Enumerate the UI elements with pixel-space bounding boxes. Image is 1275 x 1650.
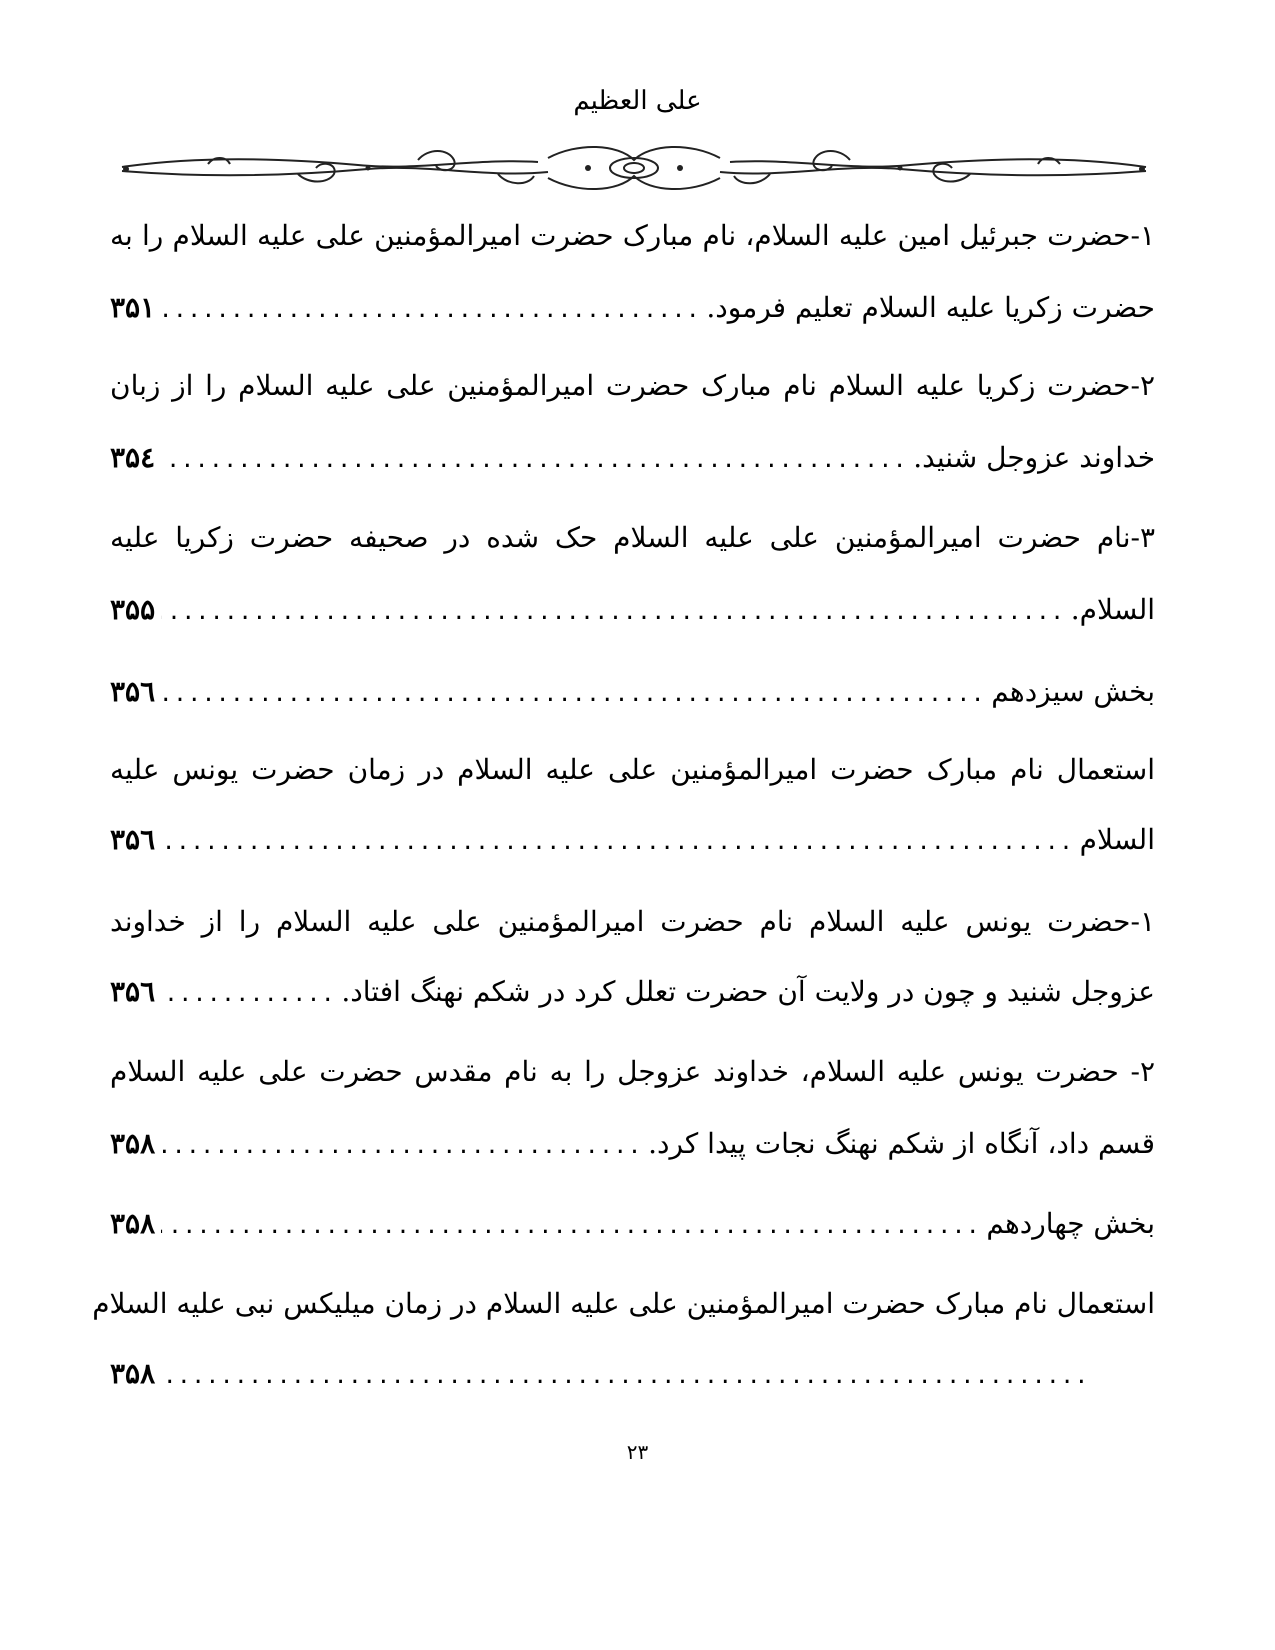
toc-section-heading[interactable]: [110, 672, 1155, 712]
dot-leader: [161, 975, 335, 1015]
toc-page-number: ۳۵۵: [110, 593, 156, 626]
toc-entry-text: عزوجل شنید و چون در ولایت آن حضرت تعلل کرد در شکم نهنگ افتاد.: [341, 975, 1155, 1008]
toc-page-number: ۳۵۱: [110, 291, 156, 324]
toc-entry[interactable]: [110, 820, 1155, 860]
toc-page-number: ۳۵٦: [110, 975, 156, 1008]
toc-entry[interactable]: [110, 1124, 1155, 1164]
toc-entry-line: استعمال نام مبارک حضرت امیرالمؤمنین علی علیه السلام در زمان حضرت یونس علیه: [110, 753, 1155, 786]
dot-leader: [161, 1207, 980, 1247]
toc-entry[interactable]: [110, 590, 1155, 630]
toc-entry-line: ۲- حضرت یونس علیه السلام، خداوند عزوجل را به نام مقدس حضرت علی علیه السلام: [110, 1055, 1155, 1088]
dot-leader: [161, 1357, 1089, 1397]
dot-leader: [161, 823, 1074, 863]
dot-leader: [161, 593, 1065, 633]
toc-entry-line: ۳-نام حضرت امیرالمؤمنین علی علیه السلام حک شده در صحیفه حضرت زکریا علیه: [110, 521, 1155, 554]
toc-entry-text: بخش سیزدهم: [991, 675, 1155, 708]
toc-entry-text: السلام: [1079, 823, 1155, 856]
decorative-scroll-divider-icon: [118, 138, 1150, 196]
toc-entry-text: قسم داد، آنگاه از شکم نهنگ نجات پیدا کرد.: [648, 1127, 1155, 1160]
toc-entry[interactable]: [110, 972, 1155, 1012]
toc-entry[interactable]: [110, 438, 1155, 478]
toc-page-number: ۳۵٤: [110, 441, 156, 474]
dot-leader: [161, 441, 907, 481]
toc-entry[interactable]: [110, 288, 1155, 328]
toc-page-number: ۳۵۸: [110, 1127, 156, 1160]
page-number: ۲۳: [626, 1440, 649, 1464]
running-header-title: علی العظیم: [573, 86, 702, 116]
toc-entry-text: بخش چهاردهم: [986, 1207, 1155, 1240]
toc-entry-line: ۱-حضرت جبرئیل امین علیه السلام، نام مبارک حضرت امیرالمؤمنین علی علیه السلام را به: [110, 219, 1155, 252]
toc-entry-line: ۲-حضرت زکریا علیه السلام نام مبارک حضرت امیرالمؤمنین علی علیه السلام را از زبان: [110, 369, 1155, 402]
toc-entry-line: استعمال نام مبارک حضرت امیرالمؤمنین علی علیه السلام در زمان میلیکس نبی علیه السلام: [92, 1287, 1155, 1320]
toc-entry[interactable]: [110, 1354, 1155, 1394]
dot-leader: [161, 291, 700, 331]
toc-entry-text: حضرت زکریا علیه السلام تعلیم فرمود.: [706, 291, 1155, 324]
toc-page-number: ۳۵٦: [110, 675, 156, 708]
toc-entry-line: ۱-حضرت یونس علیه السلام نام حضرت امیرالمؤمنین علی علیه السلام را از خداوند: [110, 905, 1155, 938]
toc-page-number: ۳۵۸: [110, 1357, 156, 1390]
dot-leader: [161, 1127, 642, 1167]
toc-section-heading[interactable]: [110, 1204, 1155, 1244]
dot-leader: [161, 675, 985, 715]
toc-entry-text: السلام.: [1070, 593, 1155, 626]
toc-page-number: ۳۵۸: [110, 1207, 156, 1240]
toc-entry-text: خداوند عزوجل شنید.: [913, 441, 1155, 474]
toc-page-number: ۳۵٦: [110, 823, 156, 856]
